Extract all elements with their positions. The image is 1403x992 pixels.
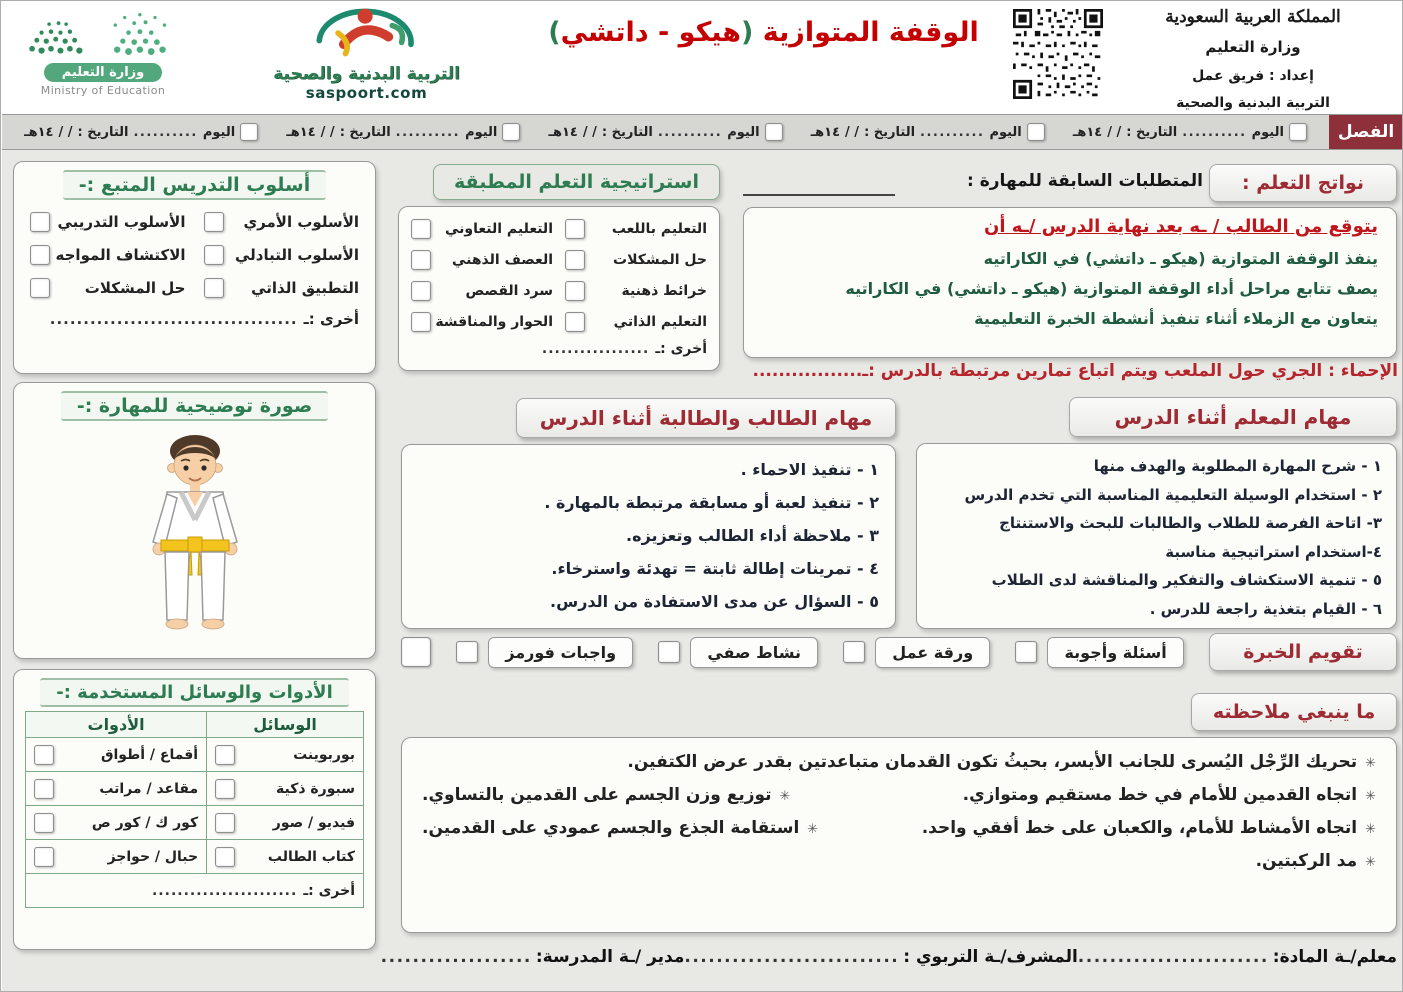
date-label: التاريخ : xyxy=(601,124,653,140)
style-other-row xyxy=(14,302,375,328)
teacher-task-item: ٦ - القيام بتغذية راجعة للدرس . xyxy=(1149,599,1382,618)
principal-signature-dots: ................... xyxy=(380,947,532,967)
moe-wordmark-english: Ministry of Education xyxy=(40,84,166,97)
style-option xyxy=(204,212,360,232)
note-text: تحريك الرِّجْل اليُسرى للجانب الأيسر، بحيثُ تكون القدمان متباعدتين بقدر عرض الكتفين. xyxy=(627,752,1358,772)
means-column-header: الوسائل xyxy=(207,712,364,738)
ministry-name: وزارة التعليم xyxy=(1205,38,1301,57)
strategy-option-label: سرد القصص xyxy=(465,283,553,299)
table-row xyxy=(26,840,364,874)
date-dots: .......... xyxy=(133,124,198,140)
style-option-label: الاكتشاف المواجه xyxy=(55,246,186,264)
strategy-other-label: أخرى :ـ xyxy=(655,341,707,357)
strategy-option xyxy=(411,219,553,239)
style-option-label: حل المشكلات xyxy=(84,279,186,297)
date-slashes: / / xyxy=(320,124,335,140)
strategy-other-dots: ................. xyxy=(541,341,650,357)
teaching-style-box xyxy=(13,161,376,374)
strategy-options xyxy=(411,219,707,332)
style-option xyxy=(30,245,186,265)
note-text: توزيع وزن الجسم على القدمين بالتساوي. xyxy=(422,785,772,805)
tool-option xyxy=(34,745,198,765)
means-option-label: كتاب الطالب xyxy=(267,848,355,865)
day-date-cell xyxy=(24,123,258,141)
asterisk-bullet-icon: ✳ xyxy=(1365,756,1376,771)
asterisk-bullet-icon: ✳ xyxy=(1365,789,1376,804)
note-row xyxy=(422,818,1376,838)
strategy-option-label: التعليم التعاوني xyxy=(444,221,553,237)
tools-means-table xyxy=(25,711,364,908)
date-dots: .......... xyxy=(1182,124,1247,140)
expectations-title: يتوقع من الطالب / ـه بعد نهاية الدرس /ـه أن xyxy=(984,216,1378,237)
evaluation-option-checkbox[interactable] xyxy=(658,641,680,663)
style-option-checkbox[interactable] xyxy=(204,278,224,298)
tool-option-checkbox[interactable] xyxy=(34,813,54,833)
prerequisites-blank-line xyxy=(743,194,895,196)
pe-logo-website: saspoort.com xyxy=(305,84,428,102)
asterisk-bullet-icon: ✳ xyxy=(1365,822,1376,837)
style-option-label: الأسلوب التبادلي xyxy=(234,246,359,264)
day-label: اليوم xyxy=(989,124,1022,140)
date-label: التاريخ : xyxy=(339,124,391,140)
style-option-checkbox[interactable] xyxy=(30,245,50,265)
strategy-option-checkbox[interactable] xyxy=(411,250,431,270)
date-slashes: / / xyxy=(1107,124,1122,140)
team-name: التربية البدنية والصحية xyxy=(1176,94,1330,111)
expectation-item: يتعاون مع الزملاء أثناء تنفيذ أنشطة الخبرة التعليمية xyxy=(974,309,1378,328)
evaluation-option-checkbox[interactable] xyxy=(456,641,478,663)
tool-option xyxy=(34,847,198,867)
tool-option xyxy=(34,813,198,833)
table-row xyxy=(26,772,364,806)
tool-option-checkbox[interactable] xyxy=(34,847,54,867)
strategy-option xyxy=(565,281,707,301)
note-text: مد الركبتين. xyxy=(1255,851,1358,871)
means-option-label: سبورة ذكية xyxy=(276,780,355,797)
asterisk-bullet-icon: ✳ xyxy=(1365,855,1376,870)
title-main-text: الوقفة المتوازية xyxy=(762,17,979,48)
day-checkbox[interactable] xyxy=(1289,123,1307,141)
strategy-option xyxy=(565,250,707,270)
tool-option-checkbox[interactable] xyxy=(34,779,54,799)
date-label: التاريخ : xyxy=(77,124,129,140)
tools-column-header: الأدوات xyxy=(26,712,207,738)
day-date-cell xyxy=(549,123,783,141)
page-title xyxy=(521,17,1006,48)
tool-option xyxy=(34,779,198,799)
evaluation-option-label: نشاط صفي xyxy=(690,637,818,668)
date-slashes: / / xyxy=(58,124,73,140)
prepared-by-line: إعداد : فريق عمل xyxy=(1192,67,1314,84)
notes-box xyxy=(401,737,1397,933)
tool-option-checkbox[interactable] xyxy=(34,745,54,765)
day-date-cell xyxy=(286,123,520,141)
evaluation-option-checkbox[interactable] xyxy=(843,641,865,663)
note-item xyxy=(422,818,818,838)
prerequisites-label: المتطلبات السابقة للمهارة : xyxy=(967,171,1203,191)
day-date-cell xyxy=(811,123,1045,141)
evaluation-option xyxy=(1015,637,1183,668)
title-skill-name: هيكو - داتشي xyxy=(560,17,742,48)
title-close-paren: ) xyxy=(548,17,561,48)
table-row xyxy=(26,738,364,772)
strategy-header: استراتيجية التعلم المطبقة xyxy=(433,164,720,200)
strategy-option-checkbox[interactable] xyxy=(565,312,585,332)
pe-federation-logo xyxy=(239,5,494,115)
day-checkbox[interactable] xyxy=(502,123,520,141)
skill-image-box xyxy=(13,382,376,659)
footer-signatures xyxy=(380,947,1397,967)
teacher-task-item: ٤-استخدام استراتيجية مناسبة xyxy=(1165,542,1382,561)
means-option-checkbox[interactable] xyxy=(215,847,235,867)
subject-teacher-label: معلم/ـة المادة: xyxy=(1272,947,1397,967)
means-option xyxy=(215,779,355,799)
evaluation-option-checkbox[interactable] xyxy=(1015,641,1037,663)
teacher-task-item: ٥ - تنمية الاستكشاف والتفكير والمناقشة لدى الطلاب xyxy=(991,571,1382,589)
means-option-label: بوربوينت xyxy=(293,746,355,763)
karate-kid-illustration xyxy=(115,423,275,635)
tools-other-dots: ....................... xyxy=(151,882,298,899)
teacher-task-item: ١ - شرح المهارة المطلوبة والهدف منها xyxy=(1093,457,1382,475)
expectation-item: ينفذ الوقفة المتوازية (هيكو ـ داتشي) في الكاراتيه xyxy=(983,249,1378,268)
student-task-item: ٢ - تنفيذ لعبة أو مسابقة مرتبطة بالمهارة . xyxy=(544,493,879,512)
note-text: اتجاه الأمشاط للأمام، والكعبان على خط أفقي واحد. xyxy=(921,818,1358,838)
strategy-option xyxy=(565,219,707,239)
style-option xyxy=(204,245,360,265)
strategy-other-row xyxy=(485,341,707,357)
strategy-option xyxy=(411,250,553,270)
student-task-item: ٥ - السؤال عن مدى الاستفادة من الدرس. xyxy=(550,592,879,611)
hijri-year-label: ١٤هـ xyxy=(286,124,316,140)
strategy-option-label: العصف الذهني xyxy=(451,252,553,268)
evaluation-option xyxy=(456,637,633,668)
date-slashes: / / xyxy=(845,124,860,140)
style-option-label: الأسلوب الأمري xyxy=(243,213,359,231)
means-option-checkbox[interactable] xyxy=(215,779,235,799)
teacher-tasks-box xyxy=(916,443,1397,629)
strategy-option-checkbox[interactable] xyxy=(411,281,431,301)
teacher-tasks-header: مهام المعلم أثناء الدرس xyxy=(1069,397,1397,437)
prepared-by-block xyxy=(1109,5,1397,113)
evaluation-row xyxy=(401,631,1397,673)
evaluation-option xyxy=(658,637,818,668)
hijri-year-label: ١٤هـ xyxy=(1072,124,1103,140)
subject-teacher-signature xyxy=(1078,947,1397,967)
strategy-option xyxy=(565,312,707,332)
tool-option-label: أقماع / أطواق xyxy=(100,746,199,763)
note-item xyxy=(422,851,1376,871)
style-option xyxy=(30,278,186,298)
expectation-item: يصف تتابع مراحل أداء الوقفة المتوازية (هيكو ـ داتشي) في الكاراتيه xyxy=(845,279,1378,298)
qr-code xyxy=(1013,9,1103,99)
evaluation-option xyxy=(843,637,990,668)
student-task-item: ٣ - ملاحظة أداء الطالب وتعزيزه. xyxy=(626,526,879,545)
means-option-checkbox[interactable] xyxy=(215,745,235,765)
teacher-task-item: ٢ - استخدام الوسيلة التعليمية المناسبة التي تخدم الدرس xyxy=(964,485,1382,504)
hijri-year-label: ١٤هـ xyxy=(810,124,841,140)
asterisk-bullet-icon: ✳ xyxy=(807,822,819,837)
means-option xyxy=(215,847,355,867)
date-slashes: / / xyxy=(582,124,597,140)
means-option xyxy=(215,745,355,765)
strategy-option-label: حل المشكلات xyxy=(613,252,707,268)
student-tasks-header: مهام الطالب والطالبة أثناء الدرس xyxy=(516,398,896,438)
student-task-item: ٤ - تمرينات إطالة ثابتة = تهدئة واسترخاء. xyxy=(551,559,879,578)
evaluation-option-label: ورقة عمل xyxy=(875,637,990,668)
pe-logo-title: التربية البدنية والصحية xyxy=(273,64,460,84)
expectations-box xyxy=(743,207,1397,358)
tool-option-label: كور ك / كور ص xyxy=(91,814,199,831)
principal-label: مدير /ـة المدرسة: xyxy=(535,947,685,967)
class-label: الفصل xyxy=(1329,115,1403,149)
style-option-checkbox[interactable] xyxy=(30,278,50,298)
day-label: اليوم xyxy=(465,124,498,140)
day-checkbox[interactable] xyxy=(1027,123,1045,141)
asterisk-bullet-icon: ✳ xyxy=(779,789,791,804)
table-row xyxy=(26,806,364,840)
style-option-checkbox[interactable] xyxy=(30,212,50,232)
day-date-cell xyxy=(1073,123,1307,141)
means-option xyxy=(215,813,355,833)
style-option-label: الأسلوب التدريبي xyxy=(57,213,186,231)
strategy-option-checkbox[interactable] xyxy=(565,219,585,239)
note-item xyxy=(422,752,1376,772)
table-row xyxy=(26,874,364,908)
teaching-style-header: أسلوب التدريس المتبع :- xyxy=(63,170,326,200)
date-label: التاريخ : xyxy=(864,124,916,140)
supervisor-signature-dots: ........................... xyxy=(684,947,900,967)
day-label: اليوم xyxy=(727,124,760,140)
note-text: استقامة الجذع والجسم عمودي على القدمين. xyxy=(422,818,800,838)
day-label: اليوم xyxy=(202,124,236,140)
strategy-option xyxy=(411,281,553,301)
evaluation-option-label: واجبات فورمز xyxy=(488,637,633,668)
class-date-row xyxy=(2,114,1403,150)
note-item xyxy=(963,785,1376,805)
moe-dots-icon xyxy=(18,9,188,61)
style-option-checkbox[interactable] xyxy=(204,245,224,265)
tools-header: الأدوات والوسائل المستخدمة :- xyxy=(40,678,349,707)
day-label: اليوم xyxy=(1251,124,1284,140)
ministry-of-education-logo xyxy=(13,9,193,109)
title-open-paren: ( xyxy=(741,17,754,48)
note-text: اتجاه القدمين للأمام في خط مستقيم ومتوازي. xyxy=(962,785,1358,805)
kingdom-name: المملكة العربية السعودية xyxy=(1165,7,1341,27)
strategy-option-checkbox[interactable] xyxy=(411,219,431,239)
supervisor-signature xyxy=(684,947,1077,967)
moe-wordmark-arabic: وزارة التعليم xyxy=(44,63,163,82)
note-row xyxy=(422,785,1376,805)
strategy-option-checkbox[interactable] xyxy=(565,281,585,301)
other-label: أخرى :ـ xyxy=(303,310,359,328)
means-option-label: فيديو / صور xyxy=(272,814,355,831)
date-dots: .......... xyxy=(920,124,985,140)
style-option-label: التطبيق الذاتي xyxy=(251,279,359,297)
strategy-option-label: التعليم باللعب xyxy=(611,221,707,237)
note-item xyxy=(922,818,1376,838)
means-option-checkbox[interactable] xyxy=(215,813,235,833)
teacher-signature-dots: ........................ xyxy=(1077,947,1269,967)
tools-other-row xyxy=(34,883,355,899)
day-checkbox[interactable] xyxy=(765,123,783,141)
pe-figure-icon xyxy=(302,5,432,63)
strategy-option-label: التعليم الذاتي xyxy=(613,314,707,330)
style-option xyxy=(30,212,186,232)
strategy-box xyxy=(398,206,720,371)
date-dots: .......... xyxy=(395,124,461,140)
warmup-line: الإحماء : الجري حول الملعب ويتم اتباع تمارين مرتبطة بالدرس :ـ................. xyxy=(752,361,1398,381)
principal-signature xyxy=(381,947,685,967)
other-dots: ..................................... xyxy=(49,310,298,328)
hijri-year-label: ١٤هـ xyxy=(24,124,54,140)
style-option xyxy=(204,278,360,298)
teacher-task-item: ٣- اتاحة الفرصة للطلاب والطالبات للبحث والاستنتاج xyxy=(999,514,1382,532)
tool-option-label: مقاعد / مراتب xyxy=(99,780,199,797)
tool-option-label: حبال / حواجز xyxy=(107,848,199,865)
date-dots: .......... xyxy=(657,124,723,140)
note-item xyxy=(422,785,790,805)
date-cells xyxy=(2,123,1329,141)
learning-outcomes-label: نواتج التعلم : xyxy=(1209,164,1397,202)
student-tasks-box xyxy=(401,444,896,629)
skill-image-header: صورة توضيحية للمهارة :- xyxy=(61,391,328,421)
tools-means-box xyxy=(13,669,376,950)
teaching-style-options xyxy=(14,202,375,302)
strategy-option-label: الحوار والمناقشة xyxy=(435,314,553,330)
supervisor-label: المشرف/ـة التربوي : xyxy=(903,947,1078,967)
day-checkbox[interactable] xyxy=(240,123,258,141)
date-label: التاريخ : xyxy=(1126,124,1178,140)
notes-header: ما ينبغي ملاحظته xyxy=(1191,693,1397,731)
extra-evaluation-checkbox[interactable] xyxy=(401,637,431,667)
evaluation-label: تقويم الخبرة xyxy=(1209,633,1397,671)
evaluation-option-label: أسئلة وأجوبة xyxy=(1047,637,1183,668)
strategy-option xyxy=(411,312,553,332)
hijri-year-label: ١٤هـ xyxy=(548,124,578,140)
strategy-option-label: خرائط ذهنية xyxy=(621,283,707,299)
strategy-option-checkbox[interactable] xyxy=(565,250,585,270)
student-task-item: ١ - تنفيذ الاحماء . xyxy=(740,460,879,479)
strategy-option-checkbox[interactable] xyxy=(411,312,431,332)
tools-other-label: أخرى :ـ xyxy=(303,882,355,899)
style-option-checkbox[interactable] xyxy=(204,212,224,232)
